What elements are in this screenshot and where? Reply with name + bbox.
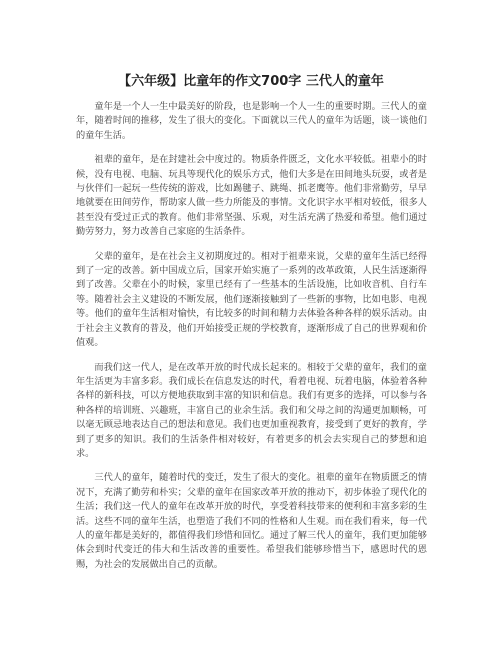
paragraph-grandparents: 祖辈的童年，是在封建社会中度过的。物质条件匮乏，文化水平较低。祖辈小的时候，没有电视、电脑、玩具等现代化的娱乐方式，他们大多是在田间地头玩耍，或者是与伙伴们一起玩一些传统的游戏，比如踢毽子、跳绳、抓老鹰等。他们非常勤劳，早早地就要在田间劳作，帮助家人做一些力所能及的事情。文化识字水平相对较低，很多人甚至没有受过正式的教育。他们非常坚强、乐观，对生活充满了热爱和希望。他们通过勤劳努力，努力改善自己家庭的生活条件。 <box>76 154 427 238</box>
paragraph-intro: 童年是一个人一生中最美好的阶段，也是影响一个人一生的重要时期。三代人的童年，随着时间的推移，发生了很大的变化。下面就以三代人的童年为话题，谈一谈他们的童年生活。 <box>76 101 427 141</box>
paragraph-conclusion: 三代人的童年，随着时代的变迁，发生了很大的变化。祖辈的童年在物质匮乏的情况下，充满了勤劳和朴实；父辈的童年在国家改革开放的推动下，初步体验了现代化的生活；我们这一代人的童年在改革开放的时代，享受着科技带来的便利和丰富多彩的生活。这些不同的童年生活，也塑造了我们不同的性格和人生观。而在我们看来，每一代人的童年都是美好的，都值得我们珍惜和回忆。通过了解三代人的童年，我们更加能够体会到时代变迁的伟大和生活改善的重要性。希望我们能够珍惜当下，感恩时代的恩赐，为社会的发展做出自己的贡献。 <box>76 472 427 570</box>
paragraph-parents: 父辈的童年，是在社会主义初期度过的。相对于祖辈来说，父辈的童年生活已经得到了一定的改善。新中国成立后，国家开始实施了一系列的改革政策，人民生活逐渐得到了改善。父辈在小的时候，家里已经有了一些基本的生活设施，比如收音机、自行车等。随着社会主义建设的不断发展，他们逐渐接触到了一些新的事物，比如电影、电视等。他们的童年生活相对愉快，有比较多的时间和精力去体验各种各样的娱乐活动。由于社会主义教育的普及，他们开始接受正规的学校教育，逐渐形成了自己的世界观和价值观。 <box>76 250 427 349</box>
document-body <box>76 100 427 582</box>
paragraph-our-generation: 而我们这一代人，是在改革开放的时代成长起来的。相较于父辈的童年，我们的童年生活更为丰富多彩。我们成长在信息发达的时代，看着电视、玩着电脑，体验着各种各样的新科技，可以方便地获取到丰富的知识和信息。我们有更多的选择，可以参与各种各样的培训班、兴趣班，丰富自己的业余生活。我们和父母之间的沟通更加顺畅，可以毫无顾忌地表达自己的想法和意见。我们也更加重视教育，接受到了更好的教育，学到了更多的知识。我们的生活条件相对较好，有着更多的机会去实现自己的梦想和追求。 <box>76 361 427 459</box>
document-title: 【六年级】比童年的作文700字 三代人的童年 <box>118 74 384 89</box>
